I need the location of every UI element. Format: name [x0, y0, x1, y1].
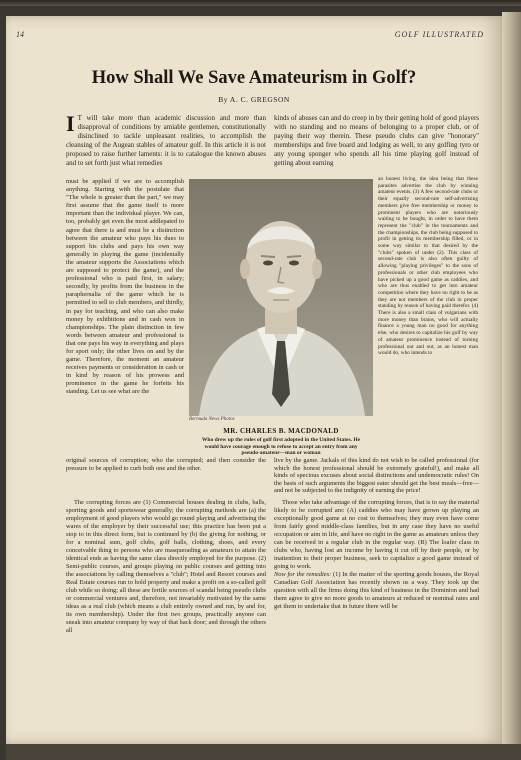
column-1-intro: [66, 111, 266, 167]
photo-caption-name: MR. CHARLES B. MACDONALD: [223, 427, 339, 435]
page-stack-edge: [502, 12, 521, 748]
column-1-bottom-text: The corrupting forces are (1) Commercial houses dealing in clubs, balls, sporting goods and sportswear generally; the corrupting methods are (a) the employment of good players who would go round playing and advertising the wares of the employer by their successful use; this practice has been put a stop to in this direct form, but is continued by (b) the giving for nothing, or for a nominal sum, golf clubs, golf balls, clothing, shoes, and every conceivable thing to persons who are masquerading as amateurs to attain the identical ends as having the same class directly employed for the purpose. (2) Semi-public courses, and groups playing on public courses and getting into the associations by calling themselves a "club"; Hotel and Resort courses and Real Estate courses run to hold property and make a profit on a so-called golf club while so doing; all these are fertile sources of scandal being pseudo clubs or commercial ventures and, therefore, not invariably motivated by the same ideas as a real club (which means a club entirely owned and run, by and for, its own membership). Under the first two groups, practically anyone can sneak into amateur company by way of that back door; and through the others all: [66, 499, 267, 634]
column-2-wrap-text: live by the game. Jackals of this kind do not wish to be called professional (for which the honest professional should be extremely grateful!), and make all kinds of specious excuses about social distinctions and undemocratic rules! On the basis of such arguments the biggest eater should get the best meals—free—and not be subjected to the indignity of earning the price!: [274, 457, 479, 495]
article-title: How Shall We Save Amateurism in Golf?: [91, 68, 417, 88]
remedies-heading: Now for the remedies:: [274, 571, 332, 578]
column-1-wrap-text: original sources of corruption; who the corrupted; and then consider the pressure to be applied to curb both one and the other.: [66, 457, 266, 472]
column-2-side-text: an honest living, the idea being that these parasites advertise the club by winning amateur events. (3) A few second-rate clubs or their equally second-rate self-advertising members give free membership or money to prominent players who are notoriously waiting to be bought, in order to have them represent the "club" in the tournaments and the championships, the club being supposed to profit in getting its membership filled, or in some way similar to that desired by the "clubs" spoken of under (2). This class of second-rate club is also often guilty of allowing "playing privileges" to the sons of professionals or other club employees who have picked up a good game as caddies, and who are thus enabled to get into amateur competition where they have no right to be as they are not members of the club in proper standing by reason of having paid therefor. (4) There is also a small class of vulgarians with more money than brains, who will actually finance a young man no good for anything else, who desires to capitalize his golf by way of amateur prominence instead of turning professional out and out, as an honest man would do, who intends to: [378, 176, 478, 357]
photo-credit: Bermuda News Photos: [189, 417, 235, 422]
column-2-wrap: [274, 457, 479, 495]
portrait-photo: [189, 179, 373, 416]
column-2-bottom: [274, 499, 479, 611]
book-top-edge: [0, 0, 521, 6]
magazine-page: [6, 16, 502, 744]
article-byline: By A. C. GREGSON: [218, 95, 290, 104]
column-1-side-text: must be applied if we are to accomplish anything. Starting with the postulate that "The whole is greater than the part," we may first assume that the game itself is more important than the individual player. We can, too, probably get even the most addlepated to agree that there is and must be a distinction between the amateur who pays his dues to support his clubs and pays his own way generally in playing the game (incidentally the amateur supports the Associations which are supposed to protect the game), and the professional who is paid first, in salary; secondly, by profits from the business in the paraphernalia of the game which he is permitted to sell to club members, and thirdly, in pay for teaching, and who can also make money by exhibitions and in cash won in championships. The plain distinction in few words between amateur and professional is that one pays his way in everything and plays for sport only; the other lives on and by the game. Therefore, the moment an amateur receives payments or consideration in cash or in kind by reason of his prowess and prominence in the game he forfeits his standing. Let us see what are the: [66, 178, 184, 396]
column-1-side: [66, 178, 184, 397]
column-2-side: [378, 176, 478, 357]
drop-cap: I: [66, 111, 75, 136]
column-1-wrap: [66, 457, 266, 472]
column-2-intro: [274, 114, 479, 167]
page-header: [6, 30, 502, 42]
column-2-bottom-text: [274, 499, 479, 611]
remedies-text: (1) In the matter of the sporting goods houses, the Royal Canadian Golf Association has recently shown us a way. They took up the question with all the firms doing this kind of business in the Dominion and had them agree to give no more goods to amateurs at reduced or nominal rates and get them to undertake that in future there will be: [274, 571, 479, 610]
photo-caption-text: Who drew up the rules of golf first adopted in the United States. He would have courage enough to refuse to accept an entry from any pseudo-amateur—man or woman: [201, 437, 361, 456]
column-2-intro-text: kinds of abuses can and do creep in by their getting hold of good players with no standing and no means of belonging to a proper club, or of paying their way therein. These pseudo clubs can give "honorary" memberships and free board and lodging as well, to any golfing tyro or any young sponger who spends all his time playing golf instead of getting about earning: [274, 114, 479, 167]
column-1-intro-text: T will take more than academic discussion and more than disapproval of conditions by amiable gentlemen, constitutionally disinclined to tackle unpleasant realities, to accomplish the cleansing of the Augean stables of amateur golf. In this article it is not proposed to raise further laments: it is to catalogue the known abuses and to set forth just what remedies: [66, 114, 266, 167]
column-2-bottom-body: Those who take advantage of the corrupting forces, that is to say the material likely to be corrupted are: (A) caddies who may have grown up playing an exceptionally good game at no cost to themselves; they may even have come from fairly good middle-class families, but in any case they have no useful occupation or aim in life, and have no right in the game as amateurs unless they can be received in a regular club in the regular way. (B) The loafer class in clubs who, having lost an income by having it cut off by their people, or by inattention to their proper business, seek to capitalize a good game instead of going to work.: [274, 499, 479, 570]
book-bottom-edge: [6, 744, 521, 760]
magazine-name: GOLF ILLUSTRATED: [394, 30, 484, 39]
column-1-bottom: [66, 499, 266, 635]
portrait-image: [189, 179, 373, 416]
page-number: 14: [16, 30, 24, 39]
